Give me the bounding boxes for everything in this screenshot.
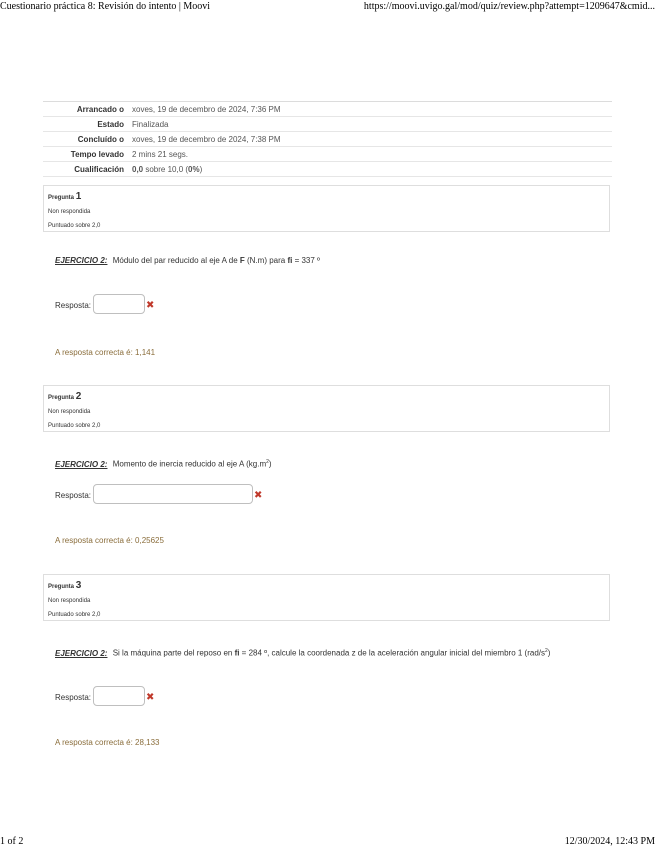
question-number: Pregunta 3 [48,580,82,591]
summary-value: 2 mins 21 segs. [132,147,612,162]
question-text-3: EJERCICIO 2: Si la máquina parte del reposo en fi = 284 º, calcule la coordenada z de la aceleración angular inicial del miembro 1 $(rad/s^2)$ [55,648,551,658]
answer-input[interactable] [93,686,145,706]
question-number: Pregunta 1 [48,191,82,202]
print-datetime: 12/30/2024, 12:43 PM [564,836,655,847]
page-count: 1 of 2 [0,836,24,847]
summary-label: Tempo levado [43,147,132,162]
correct-answer-1: A resposta correcta é: 1,141 [55,348,156,357]
print-header [0,1,655,13]
exercise-label: EJERCICIO 2: [55,256,108,265]
exercise-label: EJERCICIO 2: [55,459,108,469]
incorrect-icon: ✖ [146,692,155,703]
grade-points: 0,0 [132,164,144,174]
print-footer [0,836,655,848]
summary-value: 0,0 sobre 10,0 (0%) [132,162,612,177]
question-info-1 [43,185,610,232]
question-grade: Puntuado sobre 2,0 [48,612,101,618]
summary-row-state [43,117,612,132]
summary-value: xoves, 19 de decembro de 2024, 7:38 PM [132,132,612,147]
exercise-label: EJERCICIO 2: [55,648,108,658]
correct-answer-3: A resposta correcta é: 28,133 [55,738,160,747]
page-url: https://moovi.uvigo.gal/mod/quiz/review.php?attempt=1209647&cmid... [363,1,655,12]
question-info-2 [43,385,610,432]
summary-label: Arrancado o [43,102,132,117]
attempt-summary-table [43,101,612,177]
summary-label: Estado [43,117,132,132]
question-state: Non respondida [48,409,91,415]
summary-label: Concluído o [43,132,132,147]
question-grade: Puntuado sobre 2,0 [48,223,101,229]
page-title: Cuestionario práctica 8: Revisión do intento | Moovi [0,1,211,12]
incorrect-icon: ✖ [254,490,263,501]
answer-label: Resposta: [55,301,92,310]
correct-answer-2: A resposta correcta é: 0,25625 [55,536,164,545]
summary-value: Finalizada [132,117,612,132]
answer-label: Resposta: [55,491,92,500]
grade-percent: 0% [188,164,200,174]
question-grade: Puntuado sobre 2,0 [48,423,101,429]
incorrect-icon: ✖ [146,300,155,311]
answer-input[interactable] [93,294,145,314]
question-state: Non respondida [48,598,91,604]
question-state: Non respondida [48,209,91,215]
summary-row-time-taken [43,147,612,162]
summary-value: xoves, 19 de decembro de 2024, 7:36 PM [132,102,612,117]
summary-label: Cualificación [43,162,132,177]
summary-row-started [43,102,612,117]
question-text-2: EJERCICIO 2: Momento de inercia reducido al eje A $(kg.m^2)$ [55,459,272,469]
answer-label: Resposta: [55,693,92,702]
summary-row-grade [43,162,612,177]
question-info-3 [43,574,610,621]
question-number: Pregunta 2 [48,391,82,402]
summary-row-completed [43,132,612,147]
answer-input[interactable] [93,484,253,504]
question-text-1: EJERCICIO 2: Módulo del par reducido al eje A de F (N.m) para fi = 337 º [55,256,320,265]
